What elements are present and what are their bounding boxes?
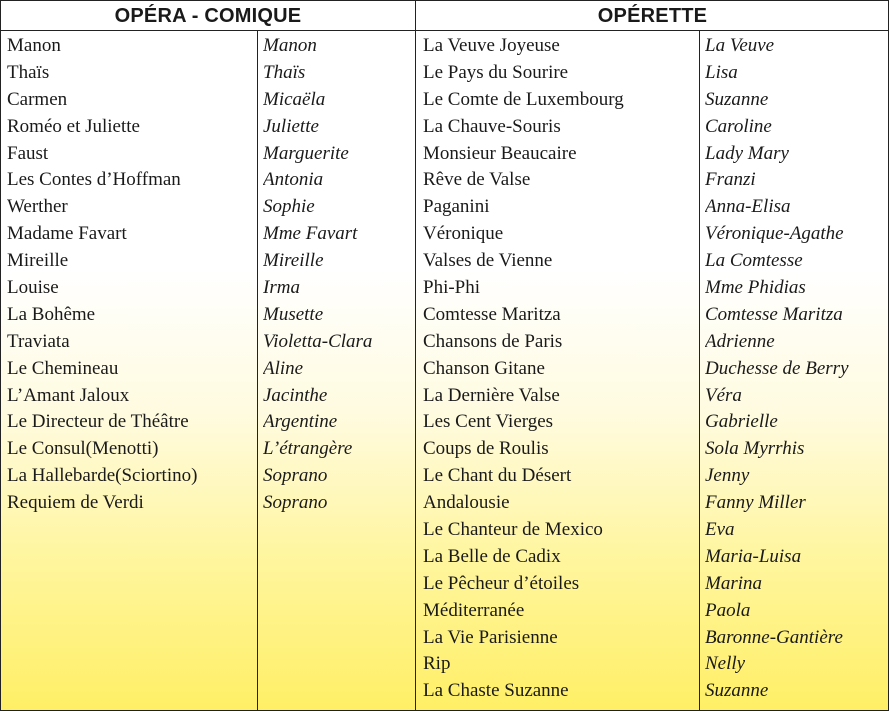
operette-role-name: Baronne-Gantière (705, 626, 843, 648)
opera-role-name: Thaïs (263, 61, 306, 83)
opera-role-name: Sophie (263, 196, 315, 218)
operette-role-name: Suzanne (705, 88, 769, 110)
operette-column-divider (699, 31, 700, 710)
opera-work-title: La Bohême (7, 303, 96, 325)
operette-role-name: Comtesse Maritza (705, 303, 843, 325)
operette-work-title: La Belle de Cadix (423, 545, 561, 567)
opera-work-title: Le Directeur de Théâtre (7, 411, 189, 433)
operette-work-title: Phi-Phi (423, 277, 481, 299)
operette-works-column (423, 33, 699, 705)
opera-role-name: Micaëla (263, 88, 326, 110)
operette-work-title: La Chauve-Souris (423, 115, 561, 137)
operette-role-name: Adrienne (705, 330, 775, 352)
opera-role-name: Soprano (263, 465, 328, 487)
operette-work-title: La Chaste Suzanne (423, 680, 569, 702)
opera-work-title: Thaïs (7, 61, 50, 83)
operette-role-name: Lady Mary (705, 142, 789, 164)
opera-work-title: L’Amant Jaloux (7, 384, 130, 406)
operette-role-name: Fanny Miller (705, 492, 806, 514)
opera-role-name: Antonia (263, 169, 324, 191)
operette-work-title: Rêve de Valse (423, 169, 531, 191)
section-divider (415, 1, 416, 710)
operette-work-title: Valses de Vienne (423, 250, 553, 272)
operette-role-name: Duchesse de Berry (705, 357, 849, 379)
operette-work-title: La Veuve Joyeuse (423, 35, 560, 56)
operette-roles-column (705, 33, 889, 705)
operette-role-name: Véronique-Agathe (705, 223, 844, 245)
operette-work-title: Le Comte de Luxembourg (423, 88, 624, 110)
operette-role-name: Marina (705, 572, 762, 594)
opera-role-name: Irma (263, 277, 300, 299)
operette-work-title: Comtesse Maritza (423, 303, 561, 325)
operette-role-name: La Veuve (705, 35, 775, 56)
opera-work-title: Faust (7, 142, 49, 164)
operette-role-name: Jenny (705, 465, 750, 487)
opera-role-name: Juliette (263, 115, 319, 137)
opera-role-name: Aline (263, 357, 304, 379)
operette-role-name: Véra (705, 384, 742, 406)
operette-role-name: La Comtesse (705, 250, 803, 272)
opera-work-title: Le Consul(Menotti) (7, 438, 159, 460)
operette-role-name: Caroline (705, 115, 772, 137)
operette-work-title: Le Chanteur de Mexico (423, 519, 603, 541)
operette-work-title: Les Cent Vierges (423, 411, 554, 433)
opera-comique-roles-column (263, 33, 411, 517)
operette-role-name: Sola Myrrhis (705, 438, 805, 460)
opera-work-title: Roméo et Juliette (7, 115, 140, 137)
opera-work-title: Mireille (7, 250, 69, 272)
opera-role-name: Manon (263, 35, 317, 56)
operette-work-title: Véronique (423, 223, 504, 245)
operette-work-title: Rip (423, 653, 451, 675)
opera-role-name: Argentine (263, 411, 338, 433)
header-operette: OPÉRETTE (415, 1, 889, 31)
opera-role-name: Mireille (263, 250, 324, 272)
operette-work-title: Andalousie (423, 492, 510, 514)
operette-work-title: Le Pêcheur d’étoiles (423, 572, 580, 594)
operette-work-title: Chansons de Paris (423, 330, 563, 352)
opera-work-title: Carmen (7, 88, 68, 110)
opera-role-name: Violetta-Clara (263, 330, 373, 352)
opera-work-title: La Hallebarde(Sciortino) (7, 465, 198, 487)
operette-work-title: Le Pays du Sourire (423, 61, 569, 83)
operette-role-name: Anna-Elisa (705, 196, 791, 218)
opera-role-name: Marguerite (263, 142, 349, 164)
opera-work-title: Louise (7, 277, 59, 299)
operette-work-title: Chanson Gitane (423, 357, 545, 379)
operette-role-name: Eva (705, 519, 735, 541)
opera-work-title: Traviata (7, 330, 70, 352)
opera-role-name: L’étrangère (263, 438, 353, 460)
opera-work-title: Manon (7, 35, 61, 56)
operette-work-title: Paganini (423, 196, 490, 218)
opera-work-title: Requiem de Verdi (7, 492, 144, 514)
opera-role-name: Jacinthe (263, 384, 328, 406)
opera-work-title: Madame Favart (7, 223, 127, 245)
opera-work-title: Werther (7, 196, 68, 218)
operette-role-name: Lisa (705, 61, 738, 83)
operette-work-title: Coups de Roulis (423, 438, 549, 460)
operette-role-name: Maria-Luisa (705, 545, 802, 567)
opera-column-divider (257, 31, 258, 710)
operette-work-title: La Dernière Valse (423, 384, 560, 406)
operette-role-name: Mme Phidias (705, 277, 806, 299)
opera-work-title: Les Contes d’Hoffman (7, 169, 181, 191)
opera-role-name: Soprano (263, 492, 328, 514)
operette-role-name: Gabrielle (705, 411, 778, 433)
opera-role-name: Mme Favart (263, 223, 358, 245)
operette-role-name: Paola (705, 599, 751, 621)
operette-role-name: Suzanne (705, 680, 769, 702)
header-opera-comique: OPÉRA - COMIQUE (1, 1, 415, 31)
opera-work-title: Le Chemineau (7, 357, 119, 379)
opera-comique-works-column (7, 33, 257, 517)
operette-work-title: Méditerranée (423, 599, 525, 621)
operette-work-title: Monsieur Beaucaire (423, 142, 577, 164)
operette-role-name: Franzi (705, 169, 756, 191)
operette-role-name: Nelly (705, 653, 746, 675)
operette-work-title: La Vie Parisienne (423, 626, 558, 648)
operette-work-title: Le Chant du Désert (423, 465, 572, 487)
opera-role-name: Musette (263, 303, 324, 325)
